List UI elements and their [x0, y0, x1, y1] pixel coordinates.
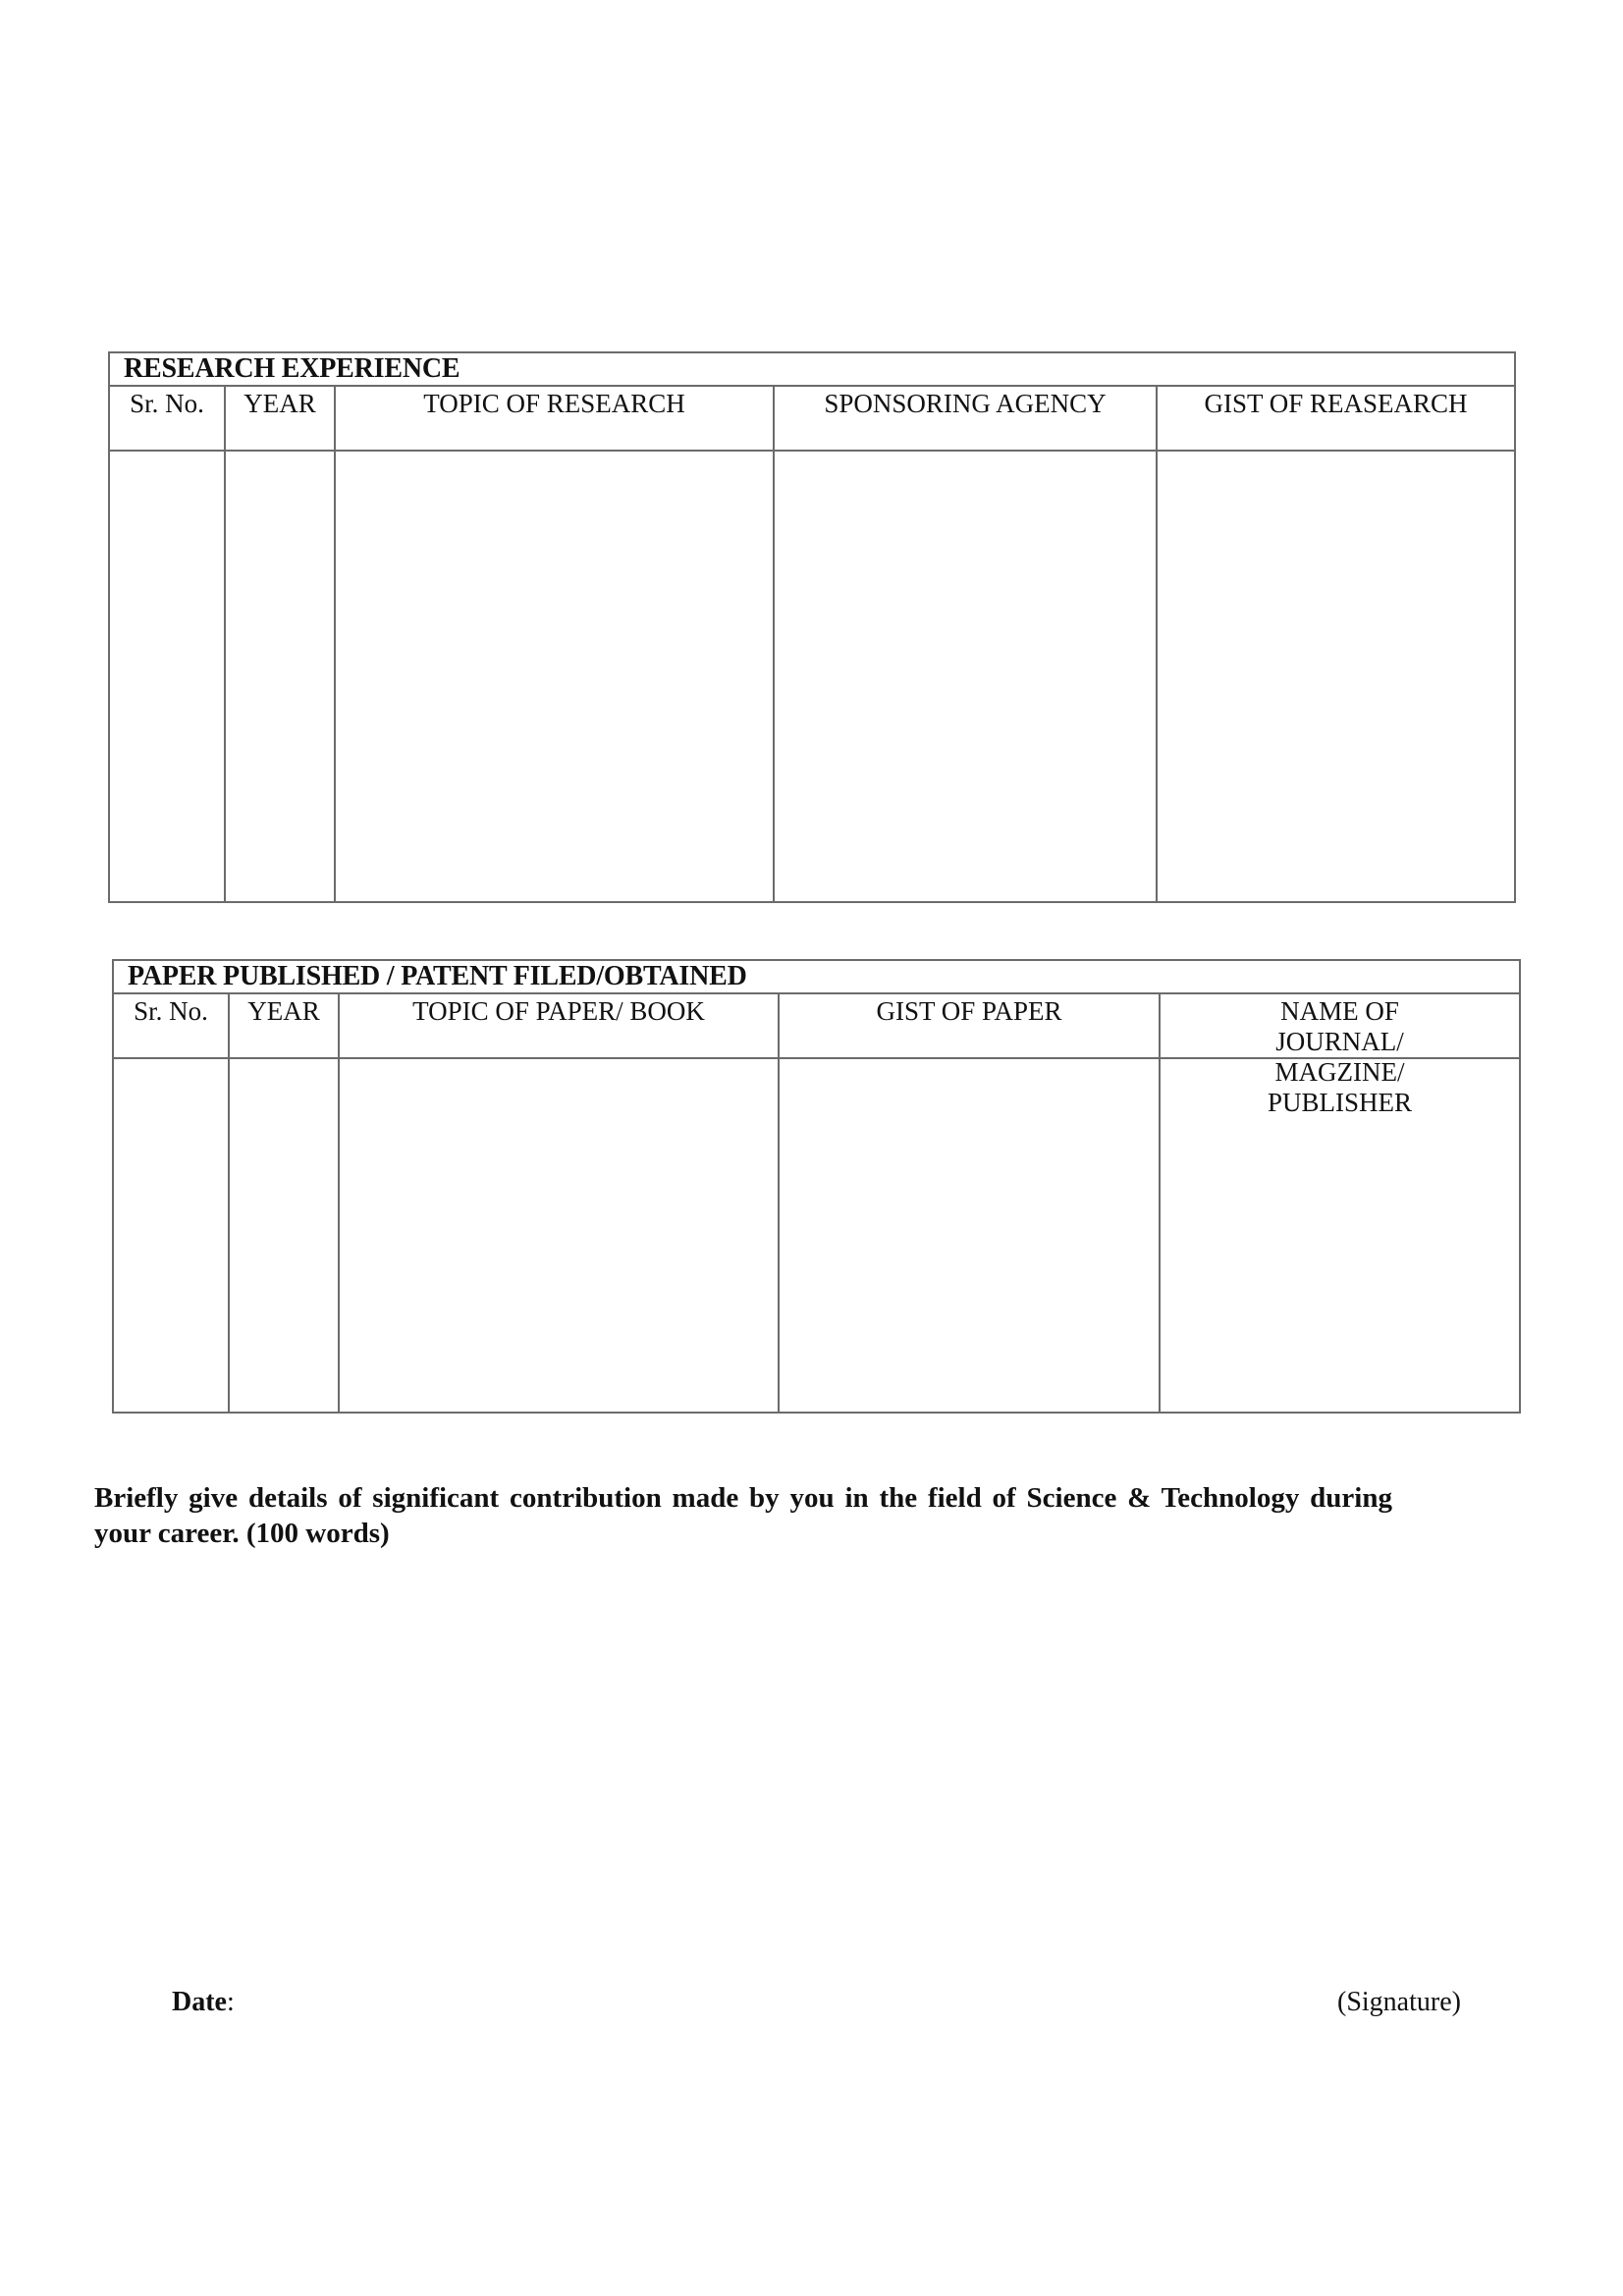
research-col-divider — [1156, 385, 1158, 903]
research-header-gist: GIST OF REASEARCH — [1204, 389, 1468, 418]
paper-col-divider — [338, 992, 340, 1414]
paper-col-divider — [228, 992, 230, 1414]
paper-table-title: PAPER PUBLISHED / PATENT FILED/OBTAINED — [128, 961, 747, 991]
research-col-divider — [224, 385, 226, 903]
date-label: Date — [172, 1987, 227, 2017]
paper-header-topic: TOPIC OF PAPER/ BOOK — [412, 996, 705, 1026]
paper-header-gist: GIST OF PAPER — [876, 996, 1062, 1026]
research-header-year: YEAR — [243, 389, 316, 418]
paper-title-divider — [112, 992, 1521, 994]
research-table-title: RESEARCH EXPERIENCE — [124, 353, 460, 384]
contribution-prompt: Briefly give details of significant contribution made by you in the field of Science & Technology during your career. (100 words) — [94, 1482, 1392, 1549]
research-header-sponsoring-agency: SPONSORING AGENCY — [824, 389, 1107, 418]
research-table-border — [108, 351, 1516, 903]
date-field — [172, 1987, 235, 2018]
signature-label: (Signature) — [1337, 1987, 1461, 2017]
paper-header-journal: NAME OF JOURNAL/ MAGZINE/ PUBLISHER — [1267, 996, 1413, 1117]
paper-header-year: YEAR — [247, 996, 320, 1026]
paper-header-sr-no: Sr. No. — [134, 996, 208, 1026]
paper-col-divider — [778, 992, 780, 1414]
research-col-divider — [773, 385, 775, 903]
research-header-divider — [108, 450, 1516, 452]
research-title-divider — [108, 385, 1516, 387]
date-colon: : — [226, 1987, 235, 2017]
research-col-divider — [334, 385, 336, 903]
research-header-sr-no: Sr. No. — [130, 389, 204, 418]
research-header-topic: TOPIC OF RESEARCH — [423, 389, 685, 418]
